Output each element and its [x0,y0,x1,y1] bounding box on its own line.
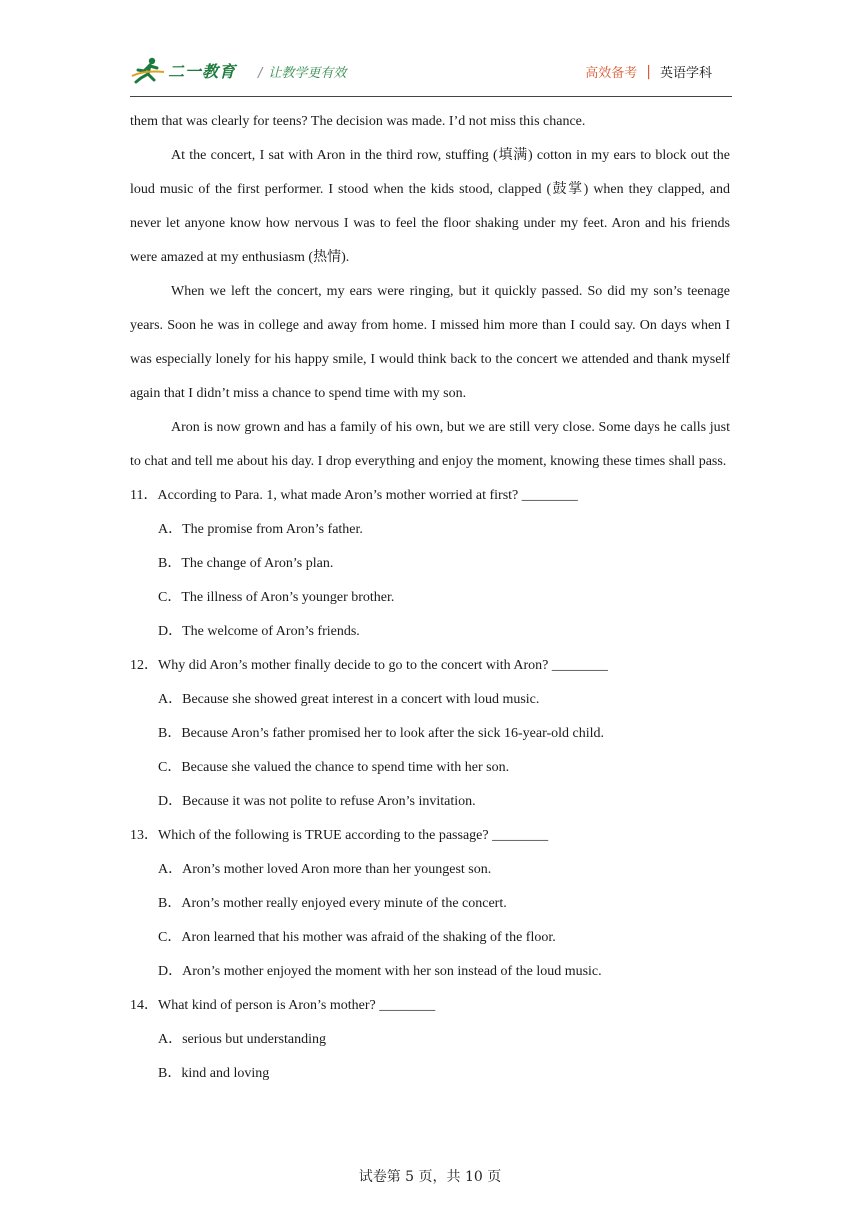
answer-option: C．Aron learned that his mother was afraid of the shaking of the floor. [158,930,556,945]
answer-option: D．Because it was not polite to refuse Aron’s invitation. [158,794,476,809]
answer-option: D．The welcome of Aron’s friends. [158,624,360,639]
answer-option: B．Because Aron’s father promised her to look after the sick 16-year-old child. [158,726,605,741]
question-stem: 11．According to Para. 1, what made Aron’s mother worried at first? ________ [130,488,578,503]
slogan [258,62,346,81]
slogan-slash: / [258,66,263,81]
page-header [130,52,732,96]
page-content [130,105,730,1091]
question-11 [130,479,730,649]
running-person-icon [130,56,166,84]
tag-subject: 英语学科 [659,66,712,81]
question-14 [130,989,730,1091]
passage-paragraph: Aron is now grown and has a family of his own, but we are still very close. Some days he calls just to chat and tell me about his day. I drop everything and enjoy the moment, knowing these times shall pass. [130,420,730,469]
answer-option: B．kind and loving [158,1066,270,1081]
slogan-text: 让教学更有效 [268,66,347,81]
answer-option: C．Because she valued the chance to spend time with her son. [158,760,510,775]
question-stem: 14．What kind of person is Aron’s mother? ________ [130,998,436,1013]
answer-option: B．Aron’s mother really enjoyed every minute of the concert. [158,896,507,911]
passage-paragraph: At the concert, I sat with Aron in the third row, stuffing (填满) cotton in my ears to block out the loud music of the first performer. I stood when the kids stood, clapped (鼓掌) when they clapped, and never let anyone know how nervous I was to feel the floor shaking under my feet. Aron and his friends were amazed at my enthusiasm (热情). [130,148,730,265]
answer-option: C．The illness of Aron’s younger brother. [158,590,395,605]
tag-separator: | [646,63,651,80]
answer-option: A．Because she showed great interest in a concert with loud music. [158,692,540,707]
passage-paragraph: When we left the concert, my ears were ringing, but it quickly passed. So did my son’s teenage years. Soon he was in college and away from home. I missed him more than I could say. On days when I was especially lonely for his happy smile, I would think back to the concert we attended and thank myself again that I didn’t miss a chance to spend time with my son. [130,284,730,401]
passage-paragraph: them that was clearly for teens? The decision was made. I’d not miss this chance. [130,114,586,129]
question-stem: 12．Why did Aron’s mother finally decide to go to the concert with Aron? ________ [130,658,608,673]
answer-option: B．The change of Aron’s plan. [158,556,334,571]
answer-option: A．serious but understanding [158,1032,326,1047]
logo-text: 二一教育 [168,61,237,81]
header-tags [585,62,712,81]
tag-exam-prep: 高效备考 [585,66,638,81]
question-12 [130,649,730,819]
page-footer: 试卷第 5 页，共 10 页 [358,1169,502,1185]
brand-logo [130,56,236,84]
answer-option: A．The promise from Aron’s father. [158,522,363,537]
answer-option: A．Aron’s mother loved Aron more than her youngest son. [158,862,492,877]
answer-option: D．Aron’s mother enjoyed the moment with her son instead of the loud music. [158,964,602,979]
question-stem: 13．Which of the following is TRUE according to the passage? ________ [130,828,549,843]
question-13 [130,819,730,989]
header-divider [130,96,732,97]
